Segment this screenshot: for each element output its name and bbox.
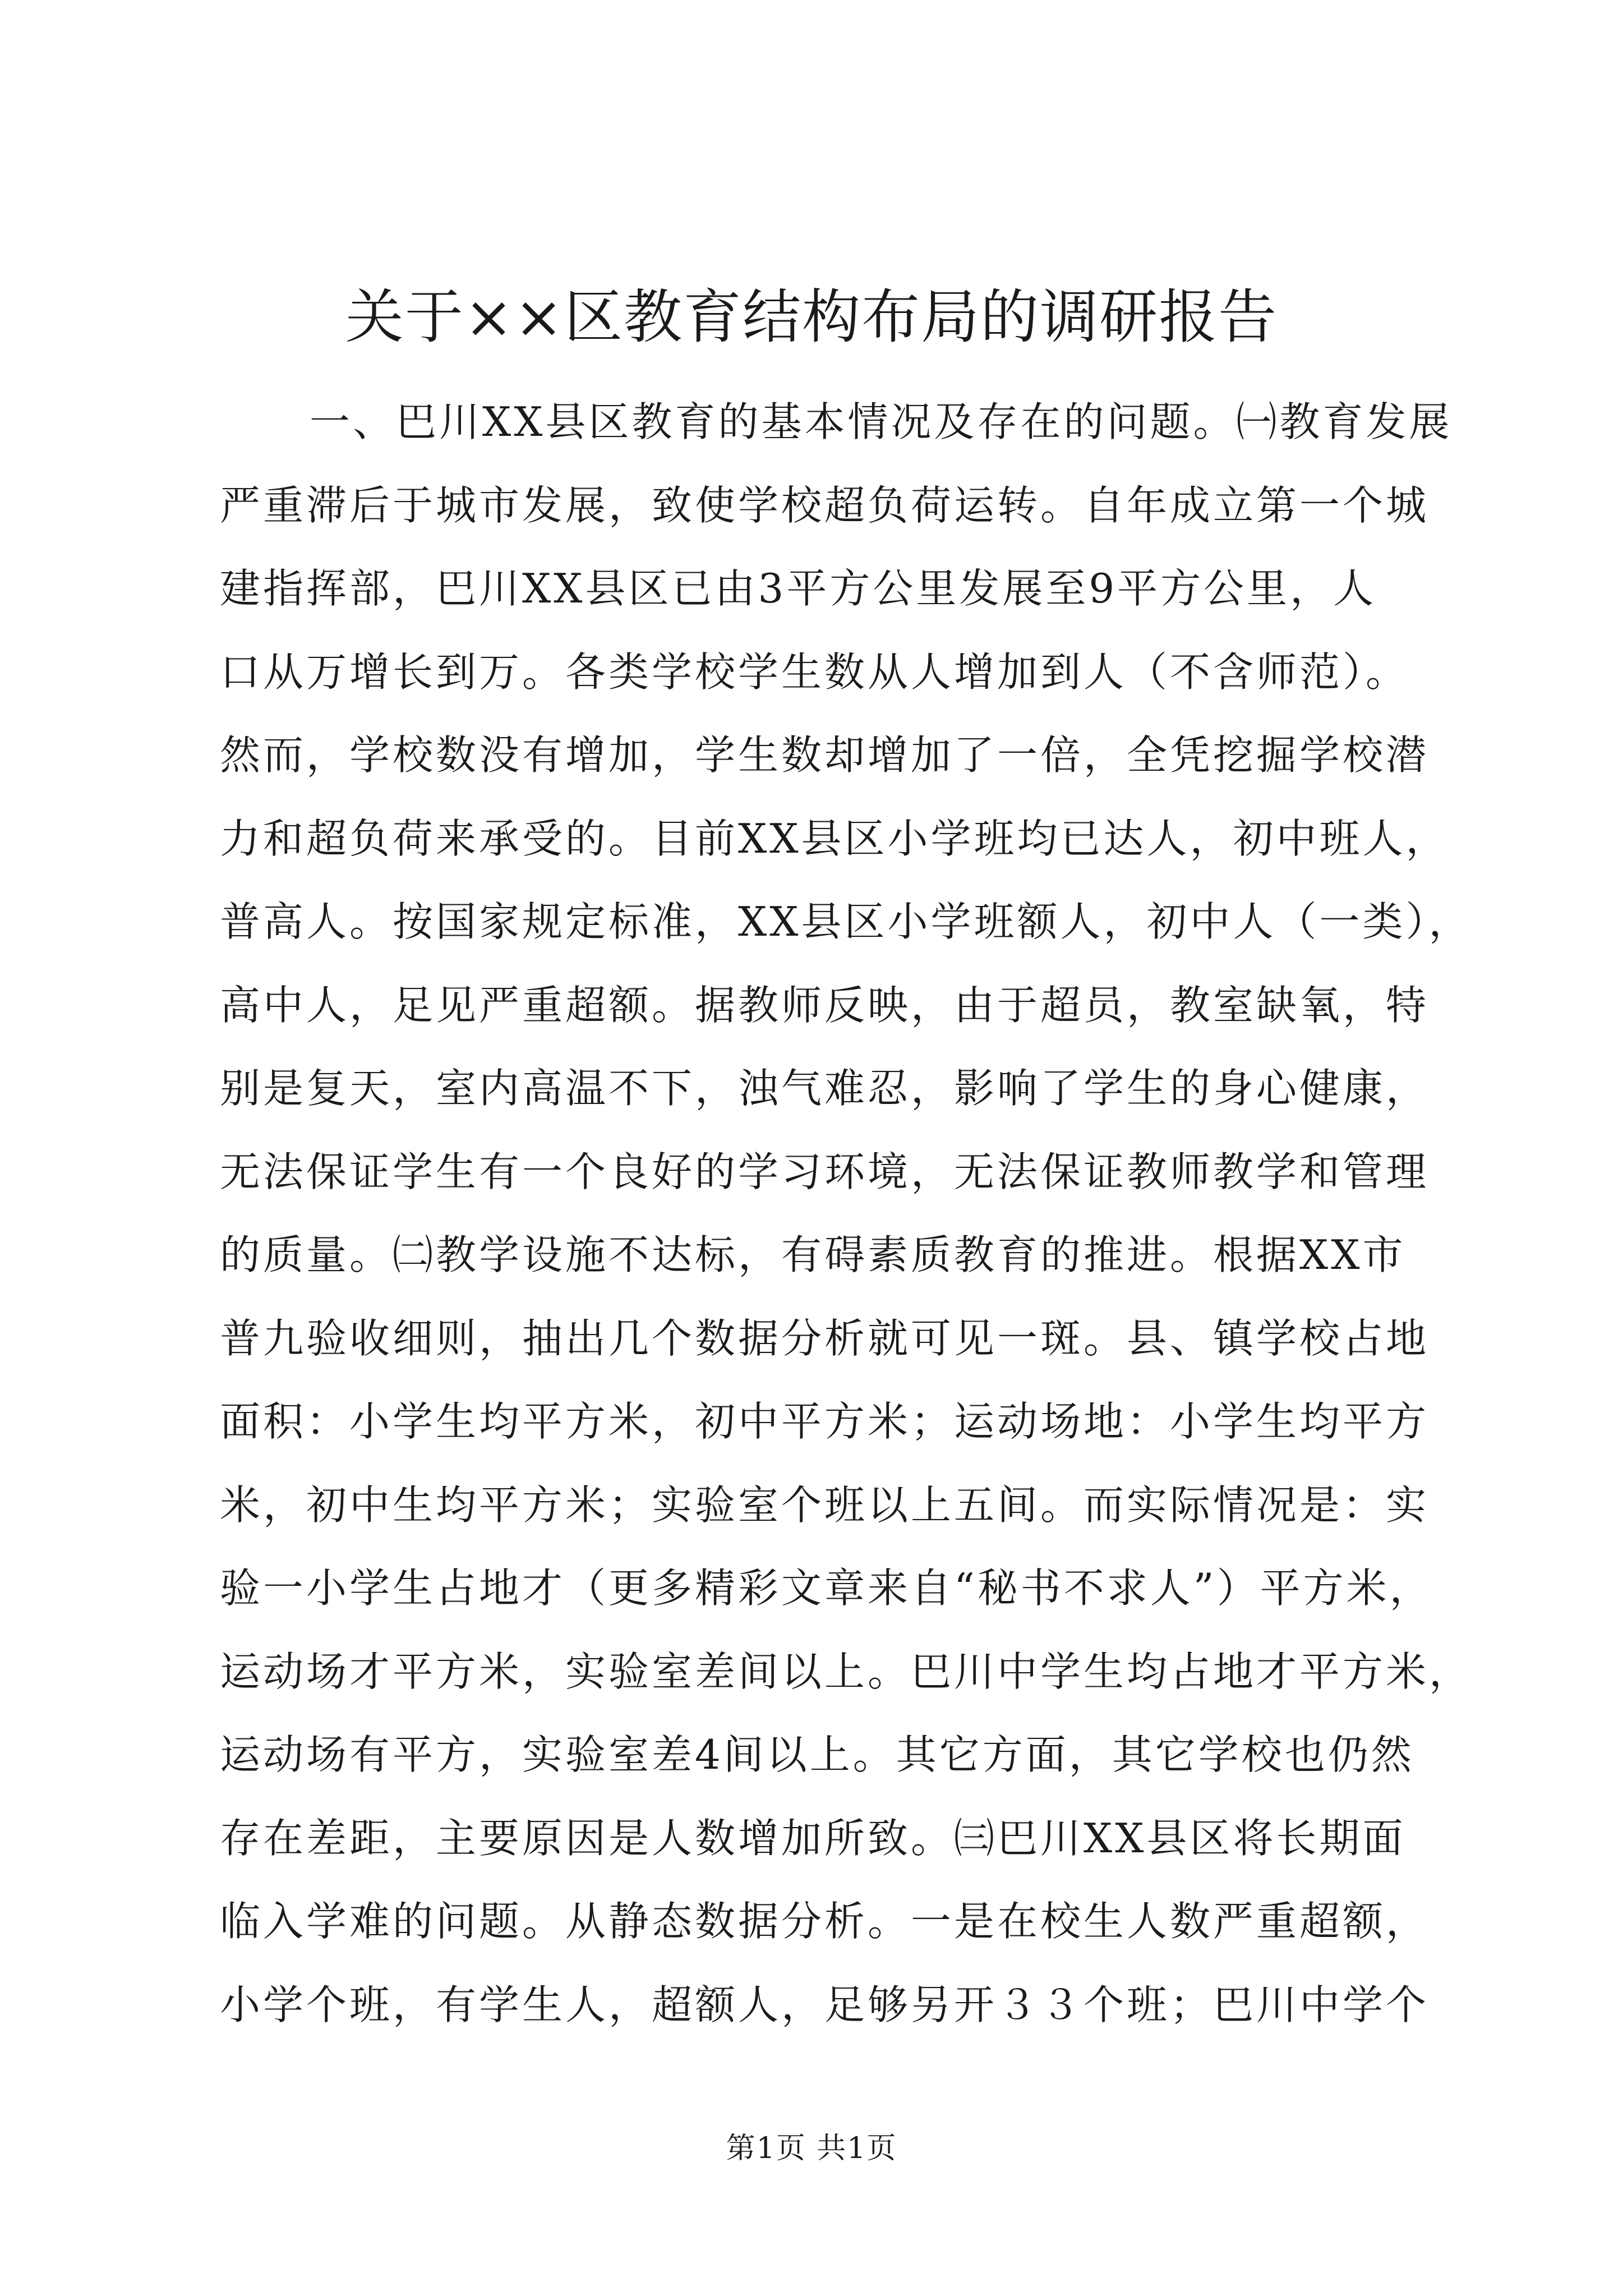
body-line: 口从万增长到万。各类学校学生数从人增加到人（不含师范）。 — [220, 648, 1409, 696]
body-line: 力和超负荷来承受的。目前XX县区小学班均已达人，初中班人， — [220, 815, 1449, 862]
body-line: 米，初中生均平方米；实验室个班以上五间。而实际情况是：实 — [220, 1481, 1430, 1529]
body-line: 运动场才平方米，实验室差间以上。巴川中学生均占地才平方米， — [220, 1648, 1473, 1695]
body-line: 验一小学生占地才（更多精彩文章来自“秘书不求人”）平方米， — [220, 1565, 1433, 1612]
body-line: 小学个班，有学生人，超额人，足够另开３３个班；巴川中学个 — [220, 1981, 1430, 2028]
body-line: 临入学难的问题。从静态数据分析。一是在校生人数严重超额， — [220, 1898, 1430, 1945]
body-line: 无法保证学生有一个良好的学习环境，无法保证教师教学和管理 — [220, 1148, 1430, 1195]
body-line: 存在差距，主要原因是人数增加所致。㈢巴川XX县区将长期面 — [220, 1814, 1406, 1862]
body-line: 严重滞后于城市发展，致使学校超负荷运转。自年成立第一个城 — [220, 481, 1430, 529]
body-line: 然而，学校数没有增加，学生数却增加了一倍，全凭挖掘学校潜 — [220, 731, 1430, 779]
body-line: 高中人，足见严重超额。据教师反映，由于超员，教室缺氧，特 — [220, 981, 1430, 1029]
body-line: 普九验收细则，抽出几个数据分析就可见一斑。县、镇学校占地 — [220, 1314, 1430, 1362]
document-body — [220, 380, 1476, 2046]
page-footer: 第1页 共1页 — [726, 2132, 897, 2165]
body-line: 建指挥部，巴川XX县区已由3平方公里发展至9平方公里，人 — [220, 565, 1377, 612]
body-line: 运动场有平方，实验室差4间以上。其它方面，其它学校也仍然 — [220, 1731, 1414, 1778]
body-line: 普高人。按国家规定标准，XX县区小学班额人，初中人（一类）， — [220, 898, 1472, 945]
body-line: 别是复天，室内高温不下，浊气难忍，影响了学生的身心健康， — [220, 1065, 1430, 1112]
body-line: 的质量。㈡教学设施不达标，有碍素质教育的推进。根据XX市 — [220, 1231, 1406, 1278]
document-title: 关于××区教育结构布局的调研报告 — [345, 283, 1278, 351]
body-line: 一、巴川XX县区教育的基本情况及存在的问题。㈠教育发展 — [310, 398, 1453, 445]
body-line: 面积：小学生均平方米，初中平方米；运动场地：小学生均平方 — [220, 1398, 1430, 1445]
